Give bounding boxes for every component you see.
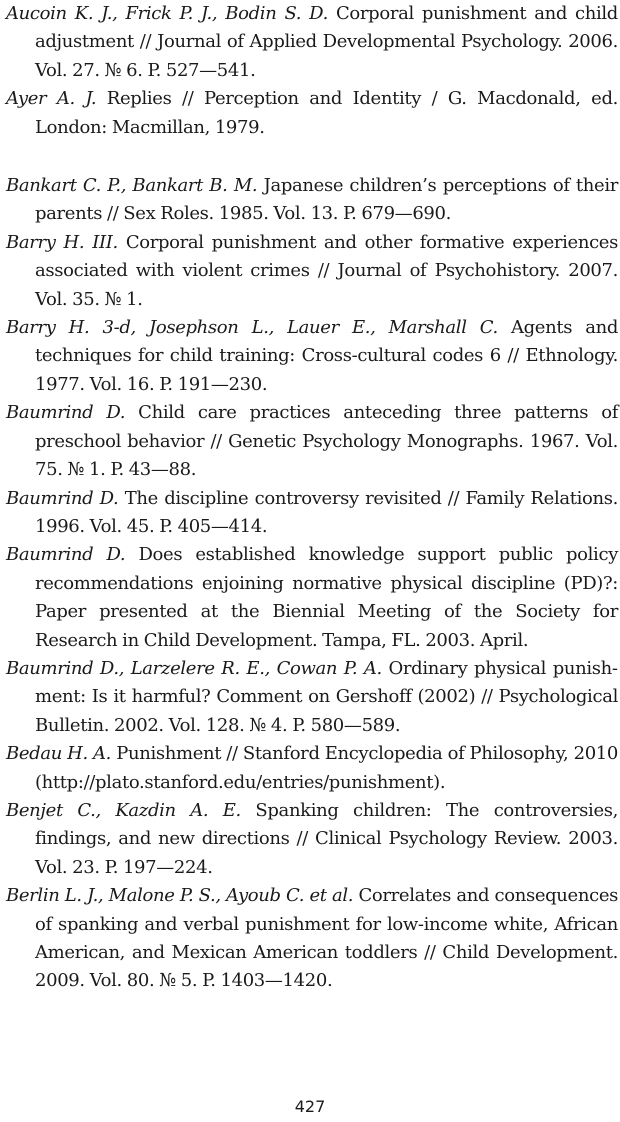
reference-details: Spanking children: The controversies, findings, and new directions // Clinical Psychology Review. 2003. Vol. 23. P. 197—224.	[35, 799, 619, 878]
section-gap	[6, 142, 618, 172]
reference-details: Punishment // Stanford Encyclopedia of Philosophy, 2010 (http://plato.stanford.edu/entries/punishment).	[35, 743, 618, 793]
reference-details: Child care practices anteceding three patterns of preschool behavior // Genetic Psychology Monographs. 1967. Vol. 75. № 1. P. 43—88.	[35, 402, 619, 481]
bibliography-page	[6, 0, 618, 996]
reference-author: Ayer A. J.	[6, 88, 97, 110]
reference-details: The discipline controversy revisited // Family Relations. 1996. Vol. 45. P. 405—414.	[35, 487, 619, 537]
reference-entry	[6, 882, 618, 996]
reference-details: Japanese children’s perceptions of their parents // Sex Roles. 1985. Vol. 13. P. 679—690.	[35, 175, 619, 225]
reference-details: Agents and techniques for child training: Cross-cultural codes 6 // Ethnology. 1977. Vol. 16. P. 191—230.	[35, 317, 618, 395]
reference-details: Corporal punishment and child adjustment // Journal of Applied Developmental Psychology. 2006. Vol. 27. № 6. P. 527—541.	[35, 3, 618, 81]
reference-details: Does established knowledge support public policy recommendations enjoining normative physical discipline (PD)?: Paper presented at the Biennial Meeting of the Society for Research in Child Development. Tampa, FL. 2003. April.	[35, 544, 619, 651]
page-number: 427	[294, 1097, 326, 1116]
reference-entry	[6, 172, 618, 229]
reference-author: Barry H. III.	[6, 231, 118, 253]
reference-author: Berlin L. J., Malone P. S., Ayoub C. et al.	[6, 885, 354, 907]
reference-entry	[6, 229, 618, 314]
reference-entry	[6, 740, 618, 797]
reference-group-b	[6, 172, 618, 996]
reference-details: Correlates and consequences of spanking and verbal punishment for low-income white, African American, and Mexican American toddlers // Child Development. 2009. Vol. 80. № 5. P. 1403—1420.	[35, 885, 619, 992]
reference-author: Barry H. 3-d, Josephson L., Lauer E., Marshall C.	[6, 317, 498, 339]
reference-entry	[6, 85, 618, 142]
reference-author: Baumrind D.	[6, 487, 119, 509]
reference-entry	[6, 399, 618, 484]
reference-entry	[6, 314, 618, 399]
reference-entry	[6, 485, 618, 542]
reference-author: Benjet C., Kazdin A. E.	[6, 799, 241, 821]
reference-author: Aucoin K. J., Frick P. J., Bodin S. D.	[6, 3, 328, 24]
reference-author: Baumrind D., Larzelere R. E., Cowan P. A.	[6, 657, 382, 679]
reference-author: Bankart C. P., Bankart B. M.	[6, 175, 258, 197]
reference-group-a	[6, 0, 618, 142]
reference-details: Replies // Perception and Identity / G. Macdonald, ed. London: Macmillan, 1979.	[35, 88, 618, 138]
reference-entry	[6, 541, 618, 655]
reference-entry	[6, 797, 618, 882]
reference-author: Baumrind D.	[6, 544, 126, 566]
reference-details: Ordinary physical punishment: Is it harmful? Comment on Gershoff (2002) // Psychological Bulletin. 2002. Vol. 128. № 4. P. 580—589.	[35, 657, 618, 736]
reference-author: Bedau H. A.	[6, 743, 112, 765]
reference-details: Corporal punishment and other formative experiences associated with violent crimes // Journal of Psychohistory. 2007. Vol. 35. № 1.	[35, 231, 618, 310]
reference-entry	[6, 655, 618, 740]
reference-author: Baumrind D.	[6, 402, 126, 424]
reference-entry	[6, 0, 618, 85]
